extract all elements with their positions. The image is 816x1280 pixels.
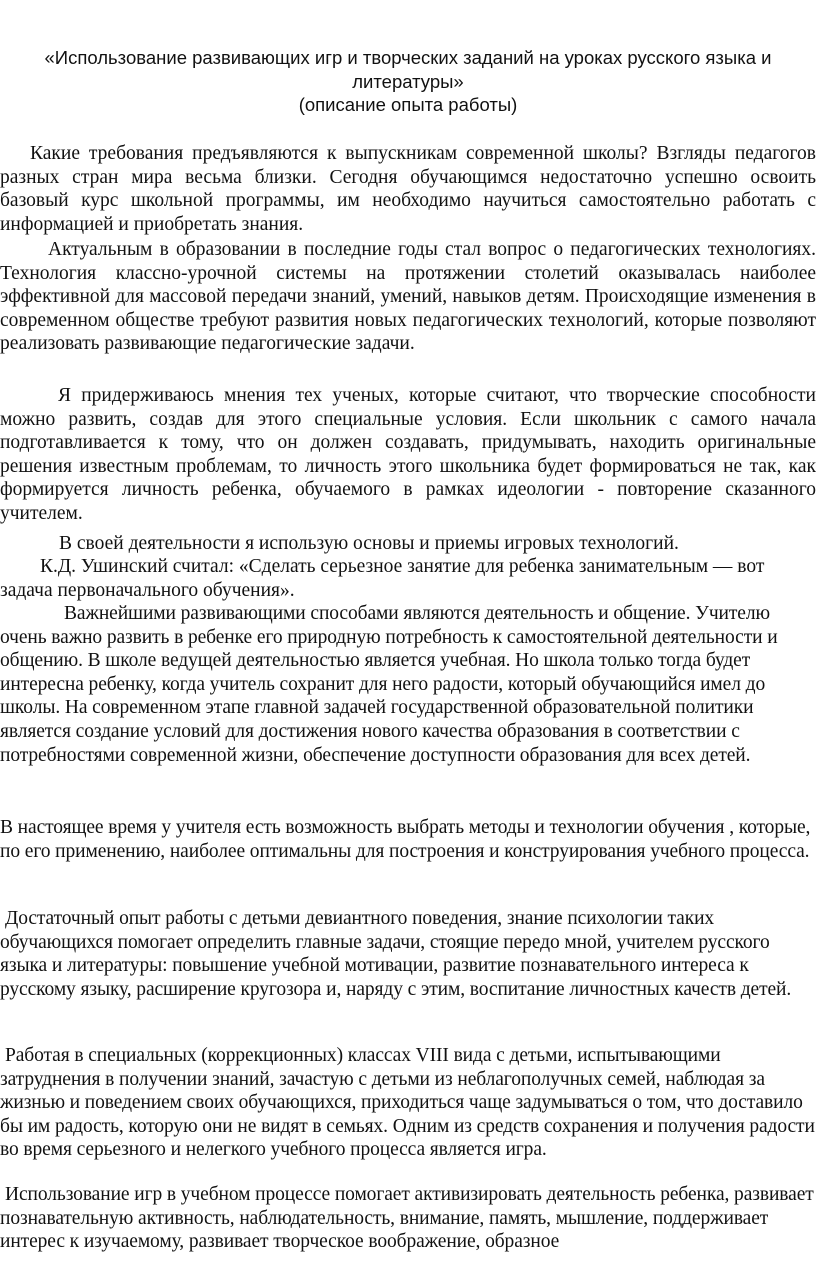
title-line-1: «Использование развивающих игр и творческих заданий на уроках русского языка и — [44, 47, 772, 68]
paragraph-10: Использование игр в учебном процессе помогает активизировать деятельность ребенка, развивает познавательную активность, наблюдательность, внимание, память, мышление, поддерживает интерес к изучаемому, развивает творческое воображение, образное — [0, 1184, 814, 1253]
subtitle: (описание опыта работы) — [298, 94, 518, 115]
paragraph-9: Работая в специальных (коррекционных) классах VIII вида с детьми, испытывающими затруднения в получении знаний, зачастую с детьми из неблагополучных семей, наблюдая за жизнью и поведением своих обучающихся, приходиться чаще задумываться о том, что доставило бы им радость, которую они не видят в семьях. Одним из средств сохранения и получения радости во время серьезного и нелегкого учебного процесса является игра. — [0, 1045, 815, 1161]
paragraph-2: Актуальным в образовании в последние годы стал вопрос о педагогических технологиях. Технология классно-урочной системы на протяжении столетий оказывалась наиболее эффективной для массовой передачи знаний, умений, навыков детям. Происходящие изменения в современном обществе требуют развития новых педагогических технологий, которые позволяют реализовать развивающие педагогические задачи. — [0, 239, 816, 355]
paragraph-5: К.Д. Ушинский считал: «Сделать серьезное занятие для ребенка занимательным — вот задача первоначального обучения». — [0, 556, 765, 601]
paragraph-4: В своей деятельности я использую основы и приемы игровых технологий. — [59, 533, 679, 554]
title-line-2: литературы» — [352, 70, 464, 92]
paragraph-6: Важнейшими развивающими способами являются деятельность и общение. Учителю очень важно развить в ребенке его природную потребность к самостоятельной деятельности и общению. В школе ведущей деятельностью является учебная. Но школа только тогда будет интересна ребенку, когда учитель сохранит для него радости, который обучающийся имел до школы. На современном этапе главной задачей государственной образовательной политики является создание условий для достижения нового качества образования в соответствии с потребностями современной жизни, обеспечение доступности образования для всех детей. — [0, 603, 778, 766]
paragraph-7: В настоящее время у учителя есть возможность выбрать методы и технологии обучения , которые, по его применению, наиболее оптимальны для построения и конструирования учебного процесса. — [0, 817, 811, 862]
paragraph-8: Достаточный опыт работы с детьми девиантного поведения, знание психологии таких обучающихся помогает определить главные задачи, стоящие передо мной, учителем русского языка и литературы: повышение учебной мотивации, развитие познавательного интереса к русскому языку, расширение кругозора и, наряду с этим, воспитание личностных качеств детей. — [0, 908, 792, 1000]
document-header — [0, 46, 816, 117]
paragraph-1: Какие требования предъявляются к выпускникам современной школы? Взгляды педагогов разных стран мира весьма близки. Сегодня обучающимся недостаточно успешно освоить базовый курс школьной программы, им необходимо научиться самостоятельно работать с информацией и приобретать знания. — [0, 143, 816, 235]
paragraph-3: Я придерживаюсь мнения тех ученых, которые считают, что творческие способности можно развить, создав для этого специальные условия. Если школьник с самого начала подготавливается к тому, что он должен создавать, придумывать, находить оригинальные решения известным проблемам, то личность этого школьника будет формироваться не так, как формируется личность ребенка, обучаемого в рамках идеологии - повторение сказанного учителем. — [0, 385, 816, 524]
